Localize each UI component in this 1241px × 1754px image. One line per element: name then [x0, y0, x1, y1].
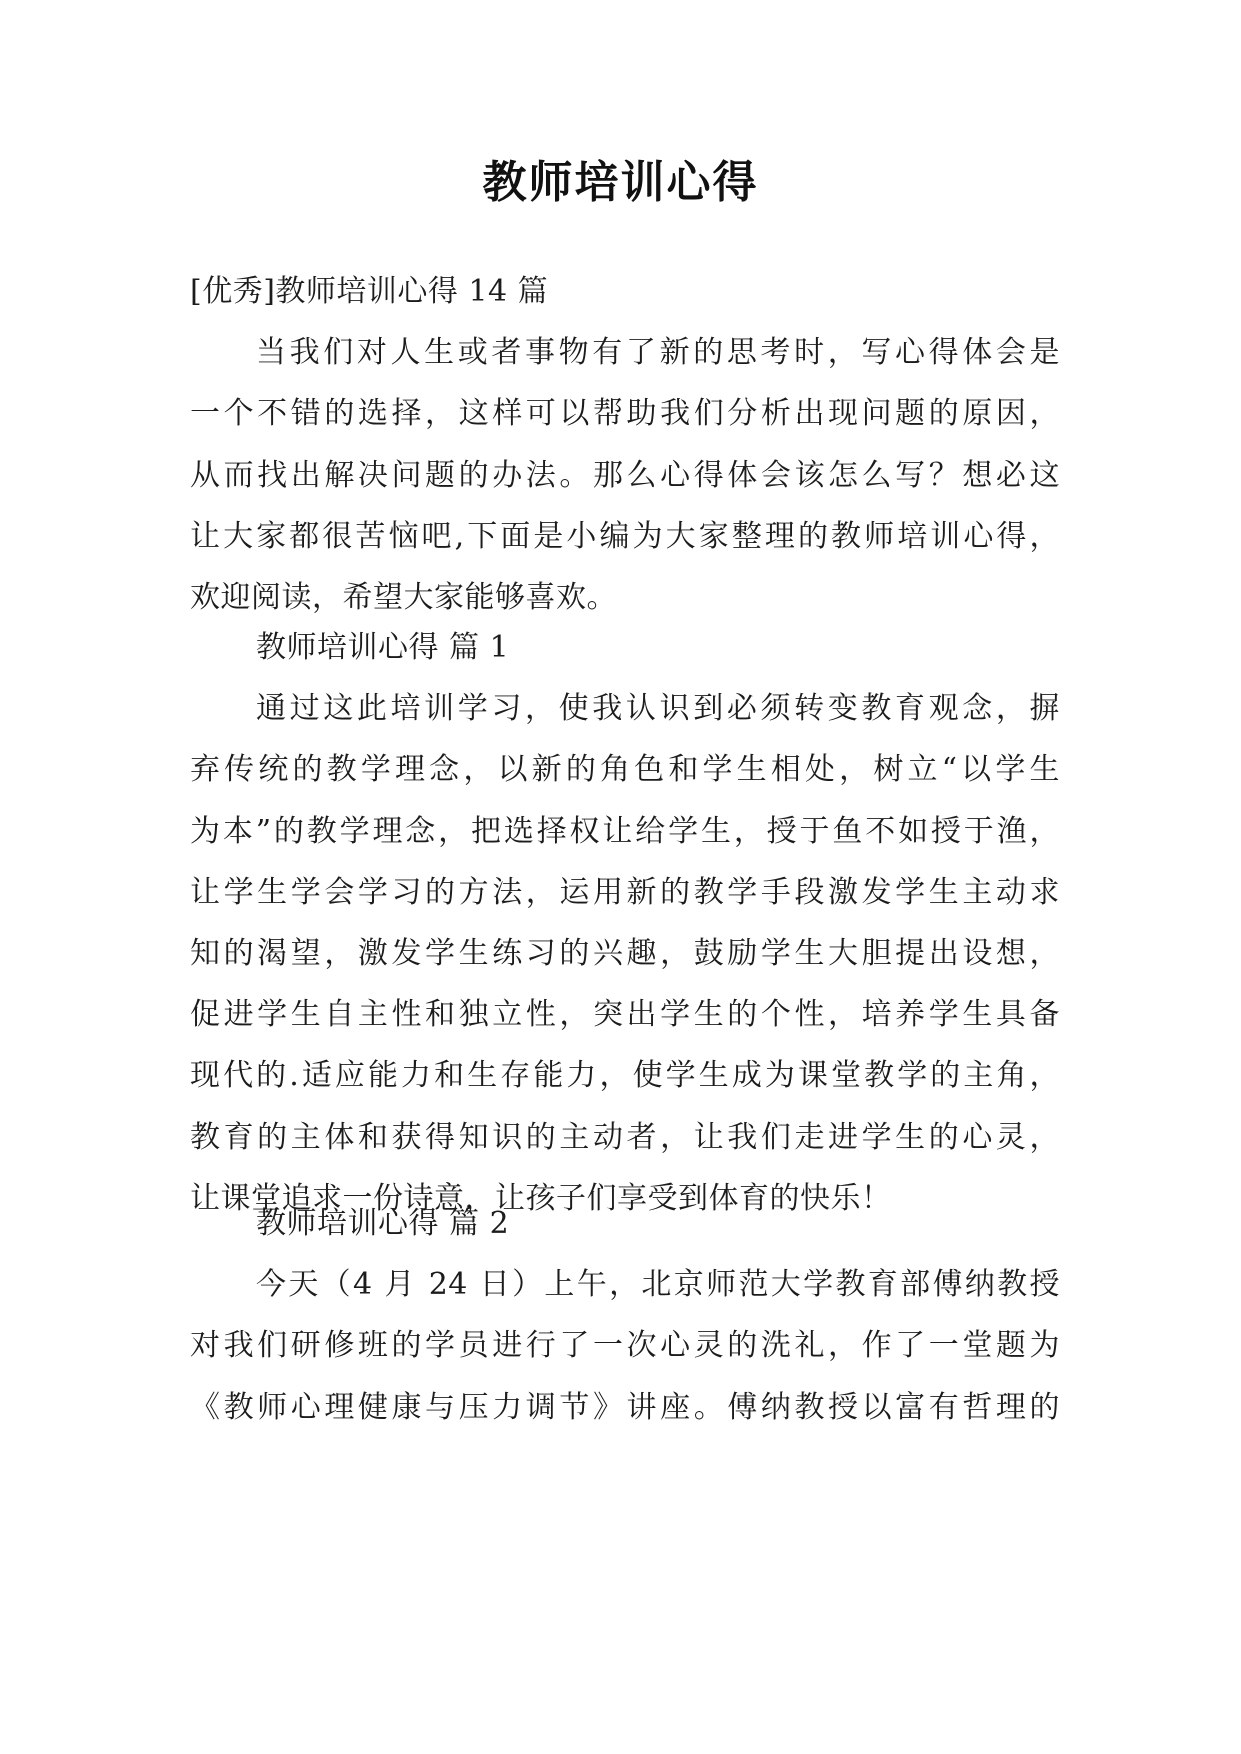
document-body	[190, 261, 1060, 628]
intro-paragraph	[190, 322, 1060, 628]
intro-line: 让大家都很苦恼吧,下面是小编为大家整理的教师培训心得，	[190, 518, 1060, 554]
section-1-paragraph	[190, 678, 1060, 1229]
section-1-line: 现代的.适应能力和生存能力，使学生成为课堂教学的主角，	[190, 1058, 1060, 1094]
section-2-line: 《教师心理健康与压力调节》讲座。傅纳教授以富有哲理的	[190, 1389, 1060, 1425]
section-1-line: 为本”的教学理念，把选择权让给学生，授于鱼不如授于渔，	[190, 813, 1060, 849]
section-1	[190, 617, 1060, 1229]
document-title: 教师培训心得	[482, 157, 759, 208]
section-2-paragraph	[190, 1254, 1060, 1438]
section-1-line: 弃传统的教学理念，以新的角色和学生相处，树立“以学生	[190, 752, 1060, 788]
section-2	[190, 1193, 1060, 1438]
section-2-line: 今天（4 月 24 日）上午，北京师范大学教育部傅纳教授	[256, 1267, 1060, 1303]
intro-line: 欢迎阅读，希望大家能够喜欢。	[190, 580, 617, 616]
section-1-line: 让课堂追求一份诗意，让孩子们享受到体育的快乐！	[190, 1180, 892, 1216]
section-1-line: 通过这此培训学习，使我认识到必须转变教育观念，摒	[256, 691, 1060, 727]
section-2-line: 对我们研修班的学员进行了一次心灵的洗礼，作了一堂题为	[190, 1328, 1060, 1364]
intro-line: 从而找出解决问题的办法。那么心得体会该怎么写？想必这	[190, 457, 1060, 493]
section-2-heading: 教师培训心得 篇 2	[256, 1206, 510, 1241]
section-1-line: 让学生学会学习的方法，运用新的教学手段激发学生主动求	[190, 874, 1060, 910]
section-1-line: 教育的主体和获得知识的主动者，让我们走进学生的心灵，	[190, 1119, 1060, 1155]
intro-line: 一个不错的选择，这样可以帮助我们分析出现问题的原因，	[190, 396, 1060, 432]
document-subtitle: [优秀]教师培训心得 14 篇	[190, 274, 549, 309]
intro-line: 当我们对人生或者事物有了新的思考时，写心得体会是	[256, 335, 1060, 371]
section-1-heading: 教师培训心得 篇 1	[256, 630, 510, 665]
section-1-line: 促进学生自主性和独立性，突出学生的个性，培养学生具备	[190, 997, 1060, 1033]
section-1-line: 知的渴望，激发学生练习的兴趣，鼓励学生大胆提出设想，	[190, 936, 1060, 972]
